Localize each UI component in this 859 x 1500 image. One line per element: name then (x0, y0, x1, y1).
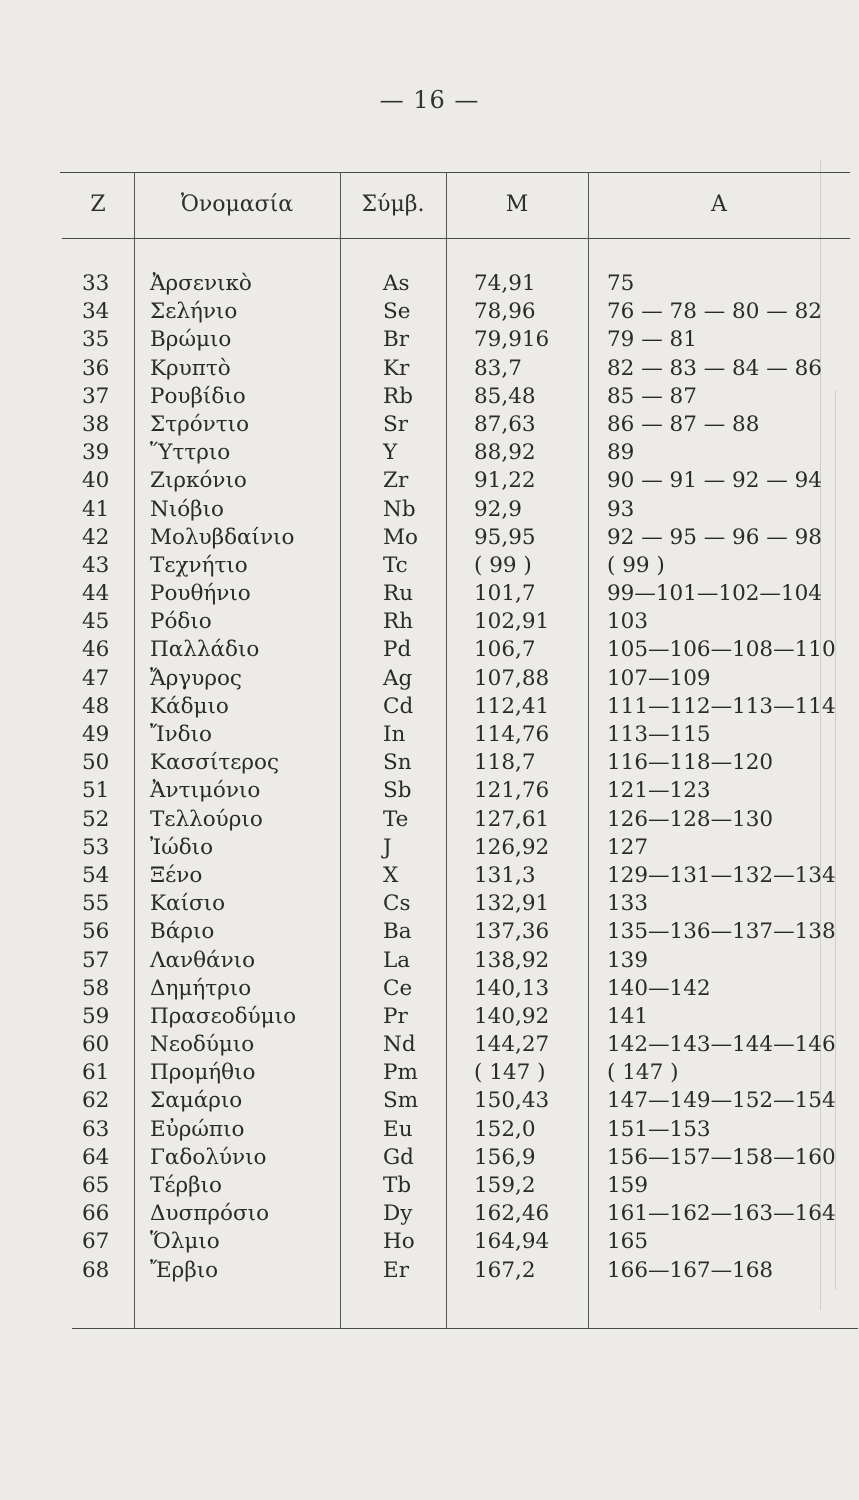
element-symbol-cell: Se (383, 299, 411, 325)
atomic-number-cell: 33 (82, 271, 110, 296)
atomic-mass-cell: 138,92 (474, 947, 550, 973)
isotopes-cell: 142—143—144—146 (607, 1032, 836, 1058)
element-symbol-cell: Sb (383, 778, 412, 804)
atomic-number-cell: 52 (82, 806, 110, 832)
table-row (0, 1059, 859, 1087)
atomic-number-cell: 53 (82, 834, 110, 860)
atomic-mass-cell: 140,13 (474, 975, 550, 1001)
isotopes-cell: 133 (607, 891, 649, 917)
atomic-number-cell: 67 (82, 1229, 110, 1255)
table-top-rule (60, 172, 850, 173)
isotopes-cell: 85 — 87 (607, 383, 697, 409)
table-bottom-rule (72, 1328, 858, 1329)
atomic-mass-cell: 106,7 (474, 637, 536, 663)
atomic-number-cell: 55 (82, 891, 110, 917)
table-row (0, 1144, 859, 1172)
atomic-mass-cell: 137,36 (474, 919, 550, 945)
atomic-mass-cell: 164,94 (474, 1229, 550, 1255)
table-row (0, 1257, 859, 1285)
atomic-mass-cell: 126,92 (474, 834, 550, 860)
table-row (0, 975, 859, 1003)
atomic-number-cell: 37 (82, 383, 110, 409)
element-name-cell: Ἰώδιο (150, 834, 214, 860)
table-row (0, 1087, 859, 1115)
atomic-number-cell: 38 (82, 411, 110, 437)
isotopes-cell: 103 (607, 609, 649, 635)
table-row (0, 1172, 859, 1200)
table-row (0, 411, 859, 439)
element-name-cell: Τέρβιο (150, 1173, 222, 1198)
isotopes-cell: 99—101—102—104 (607, 581, 822, 607)
element-symbol-cell: Pm (383, 1060, 418, 1086)
element-name-cell: Κασσίτερος (150, 750, 280, 776)
atomic-mass-cell: 88,92 (474, 440, 536, 466)
element-symbol-cell: Ce (383, 975, 413, 1001)
header-z: Z (90, 192, 106, 217)
element-name-cell: Δυσπρόσιο (150, 1201, 270, 1227)
atomic-mass-cell: 121,76 (474, 778, 550, 804)
header-isotopes: A (711, 192, 727, 217)
isotopes-cell: ( 147 ) (607, 1060, 679, 1086)
isotopes-cell: ( 99 ) (607, 552, 665, 578)
element-symbol-cell: Y (383, 440, 398, 466)
atomic-number-cell: 65 (82, 1173, 110, 1198)
table-row (0, 862, 859, 890)
element-name-cell: Προμήθιο (150, 1060, 256, 1086)
element-symbol-cell: Ho (383, 1229, 415, 1255)
table-row (0, 552, 859, 580)
element-name-cell: Κάδμιο (150, 693, 229, 719)
atomic-number-cell: 57 (82, 947, 110, 973)
element-name-cell: Νιόβιο (150, 496, 224, 522)
element-name-cell: Ξένο (150, 862, 203, 888)
isotopes-cell: 159 (607, 1173, 649, 1198)
table-row (0, 693, 859, 721)
atomic-mass-cell: 114,76 (474, 722, 550, 747)
atomic-mass-cell: 127,61 (474, 806, 550, 832)
atomic-number-cell: 39 (82, 440, 110, 466)
element-name-cell: Τεχνήτιο (150, 552, 248, 578)
atomic-mass-cell: 140,92 (474, 1003, 550, 1029)
table-row (0, 326, 859, 354)
table-row (0, 721, 859, 749)
atomic-mass-cell: 132,91 (474, 891, 550, 917)
atomic-number-cell: 42 (82, 524, 110, 550)
isotopes-cell: 93 (607, 496, 635, 522)
table-row (0, 439, 859, 467)
table-row (0, 777, 859, 805)
element-symbol-cell: Ru (383, 581, 414, 607)
isotopes-cell: 156—157—158—160 (607, 1144, 836, 1170)
atomic-mass-cell: 91,22 (474, 468, 536, 494)
atomic-mass-cell: 131,3 (474, 862, 536, 888)
table-row (0, 918, 859, 946)
element-symbol-cell: Dy (383, 1201, 413, 1227)
element-symbol-cell: Tc (383, 552, 408, 578)
table-row (0, 806, 859, 834)
atomic-number-cell: 56 (82, 919, 110, 945)
element-symbol-cell: Te (383, 806, 409, 832)
element-name-cell: Ρουθήνιο (150, 581, 251, 607)
element-name-cell: Βρώμιο (150, 327, 232, 353)
element-name-cell: Νεοδύμιο (150, 1032, 255, 1058)
isotopes-cell: 129—131—132—134 (607, 862, 836, 888)
table-row (0, 580, 859, 608)
atomic-number-cell: 64 (82, 1144, 110, 1170)
element-symbol-cell: Sn (383, 750, 412, 776)
table-row (0, 496, 859, 524)
element-symbol-cell: Pd (383, 637, 412, 663)
element-symbol-cell: Rh (383, 609, 414, 635)
element-name-cell: Καίσιο (150, 891, 226, 917)
isotopes-cell: 92 — 95 — 96 — 98 (607, 524, 822, 550)
isotopes-cell: 166—167—168 (607, 1257, 774, 1283)
element-name-cell: Παλλάδιο (150, 637, 260, 663)
isotopes-cell: 75 (607, 271, 635, 296)
table-row (0, 270, 859, 298)
atomic-number-cell: 61 (82, 1060, 110, 1086)
element-name-cell: Λανθάνιο (150, 947, 256, 973)
element-name-cell: Ὕττριο (150, 440, 231, 466)
element-name-cell: Στρόντιο (150, 411, 250, 437)
atomic-mass-cell: 95,95 (474, 524, 536, 550)
element-symbol-cell: Pr (383, 1003, 408, 1029)
element-name-cell: Κρυπτὸ (150, 355, 231, 381)
element-symbol-cell: X (383, 862, 399, 888)
atomic-mass-cell: 112,41 (474, 693, 550, 719)
element-name-cell: Ἀντιμόνιο (150, 778, 261, 804)
atomic-number-cell: 47 (82, 665, 110, 691)
element-name-cell: Βάριο (150, 919, 215, 945)
element-symbol-cell: Zr (383, 468, 409, 494)
element-symbol-cell: Cd (383, 693, 414, 719)
atomic-mass-cell: 167,2 (474, 1257, 536, 1283)
element-symbol-cell: Eu (383, 1116, 413, 1142)
atomic-number-cell: 54 (82, 862, 110, 888)
table-row (0, 665, 859, 693)
isotopes-cell: 127 (607, 834, 649, 860)
atomic-number-cell: 36 (82, 355, 110, 381)
element-table-body (0, 270, 859, 1285)
atomic-number-cell: 60 (82, 1032, 110, 1058)
element-symbol-cell: Tb (383, 1173, 412, 1198)
atomic-mass-cell: 78,96 (474, 299, 536, 325)
element-symbol-cell: Br (383, 327, 410, 353)
atomic-number-cell: 40 (82, 468, 110, 494)
isotopes-cell: 147—149—152—154 (607, 1088, 836, 1114)
atomic-mass-cell: ( 99 ) (474, 552, 532, 578)
isotopes-cell: 89 (607, 440, 635, 466)
isotopes-cell: 107—109 (607, 665, 711, 691)
element-symbol-cell: J (383, 834, 392, 860)
table-row (0, 298, 859, 326)
table-row (0, 834, 859, 862)
element-name-cell: Ἀρσενικὸ (150, 271, 252, 296)
atomic-mass-cell: 85,48 (474, 383, 536, 409)
atomic-number-cell: 44 (82, 581, 110, 607)
element-name-cell: Δημήτριο (150, 975, 252, 1001)
element-name-cell: Ὅλμιο (150, 1229, 220, 1255)
element-symbol-cell: In (383, 722, 406, 747)
header-bottom-rule (62, 238, 850, 239)
isotopes-cell: 111—112—113—114 (607, 693, 836, 719)
atomic-mass-cell: 92,9 (474, 496, 522, 522)
isotopes-cell: 86 — 87 — 88 (607, 411, 760, 437)
element-symbol-cell: Er (383, 1257, 409, 1283)
atomic-mass-cell: 118,7 (474, 750, 536, 776)
table-row (0, 608, 859, 636)
atomic-mass-cell: 101,7 (474, 581, 536, 607)
isotopes-cell: 116—118—120 (607, 750, 774, 776)
isotopes-cell: 141 (607, 1003, 649, 1029)
table-row (0, 1200, 859, 1228)
element-symbol-cell: Cs (383, 891, 411, 917)
element-name-cell: Ρόδιο (150, 609, 212, 635)
header-mass: M (505, 192, 529, 217)
element-symbol-cell: Ba (383, 919, 412, 945)
atomic-mass-cell: 87,63 (474, 411, 536, 437)
atomic-mass-cell: 162,46 (474, 1201, 550, 1227)
table-row (0, 1003, 859, 1031)
element-name-cell: Σαμάριο (150, 1088, 243, 1114)
element-symbol-cell: Gd (383, 1144, 414, 1170)
atomic-mass-cell: 102,91 (474, 609, 550, 635)
atomic-mass-cell: 79,916 (474, 327, 550, 353)
element-name-cell: Ἔρβιο (150, 1257, 219, 1283)
isotopes-cell: 79 — 81 (607, 327, 697, 353)
element-symbol-cell: La (383, 947, 411, 973)
atomic-number-cell: 46 (82, 637, 110, 663)
table-row (0, 749, 859, 777)
header-name: Ὀνομασία (180, 192, 294, 217)
isotopes-cell: 82 — 83 — 84 — 86 (607, 355, 822, 381)
element-symbol-cell: Rb (383, 383, 413, 409)
element-name-cell: Γαδολύνιο (150, 1144, 267, 1170)
atomic-number-cell: 62 (82, 1088, 110, 1114)
header-symbol: Σύμβ. (361, 192, 425, 217)
isotopes-cell: 105—106—108—110 (607, 637, 836, 663)
table-row (0, 383, 859, 411)
table-row (0, 636, 859, 664)
isotopes-cell: 161—162—163—164 (607, 1201, 836, 1227)
atomic-number-cell: 43 (82, 552, 110, 578)
atomic-number-cell: 59 (82, 1003, 110, 1029)
isotopes-cell: 151—153 (607, 1116, 711, 1142)
atomic-mass-cell: 152,0 (474, 1116, 536, 1142)
isotopes-cell: 140—142 (607, 975, 711, 1001)
atomic-mass-cell: 159,2 (474, 1173, 536, 1198)
atomic-mass-cell: 107,88 (474, 665, 550, 691)
table-row (0, 1228, 859, 1256)
element-name-cell: Τελλούριο (150, 806, 263, 832)
element-name-cell: Σελήνιο (150, 299, 238, 325)
element-symbol-cell: Nb (383, 496, 416, 522)
table-row (0, 355, 859, 383)
atomic-mass-cell: 74,91 (474, 271, 536, 296)
isotopes-cell: 126—128—130 (607, 806, 774, 832)
isotopes-cell: 139 (607, 947, 649, 973)
atomic-mass-cell: 83,7 (474, 355, 522, 381)
isotopes-cell: 165 (607, 1229, 649, 1255)
element-symbol-cell: Mo (383, 524, 418, 550)
atomic-mass-cell: 150,43 (474, 1088, 550, 1114)
atomic-number-cell: 63 (82, 1116, 110, 1142)
element-name-cell: Πρασεοδύμιο (150, 1003, 297, 1029)
atomic-number-cell: 48 (82, 693, 110, 719)
element-name-cell: Ζιρκόνιο (150, 468, 247, 494)
atomic-mass-cell: 144,27 (474, 1032, 550, 1058)
atomic-mass-cell: 156,9 (474, 1144, 536, 1170)
atomic-number-cell: 35 (82, 327, 110, 353)
element-symbol-cell: Sr (383, 411, 409, 437)
atomic-number-cell: 34 (82, 299, 110, 325)
atomic-number-cell: 68 (82, 1257, 110, 1283)
atomic-number-cell: 58 (82, 975, 110, 1001)
atomic-number-cell: 50 (82, 750, 110, 776)
isotopes-cell: 135—136—137—138 (607, 919, 836, 945)
atomic-number-cell: 45 (82, 609, 110, 635)
element-symbol-cell: As (383, 271, 410, 296)
atomic-number-cell: 51 (82, 778, 110, 804)
atomic-mass-cell: ( 147 ) (474, 1060, 546, 1086)
table-row (0, 467, 859, 495)
page-number: — 16 — (379, 86, 480, 114)
table-row (0, 947, 859, 975)
element-name-cell: Εὐρώπιο (150, 1116, 245, 1142)
element-symbol-cell: Kr (383, 355, 410, 381)
element-name-cell: Ρουβίδιο (150, 383, 246, 409)
element-name-cell: Ἴνδιο (150, 722, 212, 747)
atomic-number-cell: 66 (82, 1201, 110, 1227)
element-symbol-cell: Sm (383, 1088, 419, 1114)
table-row (0, 1116, 859, 1144)
table-row (0, 524, 859, 552)
table-row (0, 1031, 859, 1059)
atomic-number-cell: 41 (82, 496, 110, 522)
isotopes-cell: 121—123 (607, 778, 711, 804)
element-symbol-cell: Ag (383, 665, 413, 691)
element-name-cell: Ἄργυρος (150, 665, 242, 691)
element-name-cell: Μολυβδαίνιο (150, 524, 295, 550)
isotopes-cell: 76 — 78 — 80 — 82 (607, 299, 822, 325)
table-row (0, 890, 859, 918)
element-symbol-cell: Nd (383, 1032, 416, 1058)
isotopes-cell: 90 — 91 — 92 — 94 (607, 468, 822, 494)
isotopes-cell: 113—115 (607, 722, 711, 747)
atomic-number-cell: 49 (82, 722, 110, 747)
